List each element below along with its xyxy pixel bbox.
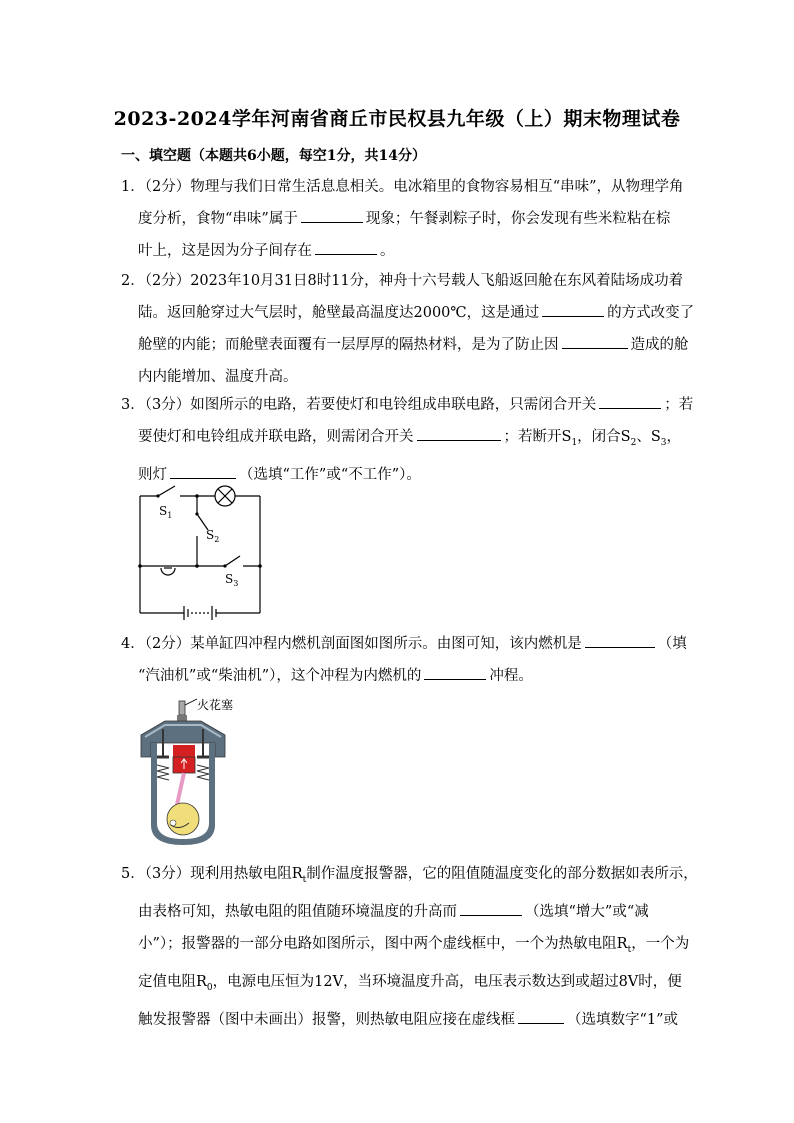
exam-title: 2023-2024学年河南省商丘市民权县九年级（上）期末物理试卷 — [113, 108, 681, 130]
q1-blank-1[interactable] — [301, 208, 363, 223]
q3-blank-2[interactable] — [417, 426, 501, 441]
q5-line-5: 触发报警器（图中未画出）报警，则热敏电阻应接在虚线框 （选填数字“1”或 — [121, 1004, 681, 1036]
question-3 — [121, 389, 694, 491]
q1-line-2: 度分析，食物“串味”属于 现象；午餐剥粽子时，你会发现有些米粒粘在棕 — [121, 203, 681, 235]
q3-blank-1[interactable] — [599, 394, 661, 409]
q4-blank-2[interactable] — [424, 665, 486, 680]
q3-line-3: 则灯 （选填“工作”或“不工作”）。 — [121, 459, 681, 491]
q2-blank-2[interactable] — [562, 334, 628, 349]
q3-line-1: 3．（3分）如图所示的电路，若要使灯和电铃组成串联电路，只需闭合开关 ；若 — [121, 389, 681, 421]
q2-line-3: 舱壁的内能；而舱壁表面覆有一层厚厚的隔热材料，是为了防止因 造成的舱 — [121, 329, 681, 361]
question-1 — [121, 171, 684, 267]
q2-line-1: 2．（2分）2023年10月31日8时11分，神舟十六号载人飞船返回舱在东风着陆场成功着 — [121, 273, 684, 289]
q5-line-2: 由表格可知，热敏电阻的阻值随环境温度的升高而 （选填“增大”或“减 — [121, 896, 681, 928]
q4-line-2: “汽油机”或“柴油机”），这个冲程为内燃机的 冲程。 — [121, 660, 681, 692]
q1-blank-2[interactable] — [315, 240, 377, 255]
q4-blank-1[interactable] — [585, 633, 655, 648]
switch-s1-label: $S_1$ — [159, 504, 173, 520]
q5-blank-2[interactable] — [518, 1009, 564, 1024]
question-5 — [121, 858, 698, 1036]
engine-diagram — [135, 695, 245, 850]
switch-s3-label: $S_3$ — [225, 572, 239, 588]
section-heading: 一、填空题（本题共6小题，每空1分，共14分） — [121, 148, 426, 164]
q2-line-2: 陆。返回舱穿过大气层时，舱壁最高温度达2000℃，这是通过 的方式改变了 — [121, 297, 681, 329]
question-2 — [121, 265, 695, 393]
q3-blank-3[interactable] — [170, 464, 236, 479]
circuit-diagram — [130, 478, 270, 623]
q5-line-3: 小”）；报警器的一部分电路如图所示，图中两个虚线框中，一个为热敏电阻$R_t$，一个为 — [138, 935, 690, 955]
q1-line-1: 1．（2分）物理与我们日常生活息息相关。电冰箱里的食物容易相互“串味”，从物理学角 — [121, 179, 684, 195]
switch-s2-label: $S_2$ — [206, 528, 220, 544]
q5-line-4: 定值电阻$R_0$，电源电压恒为12V，当环境温度升高，电压表示数达到或超过8V时，便 — [138, 973, 682, 993]
question-4 — [121, 628, 687, 692]
q5-blank-1[interactable] — [460, 901, 522, 916]
spark-plug-label: 火花塞 — [197, 698, 234, 712]
q2-blank-1[interactable] — [542, 302, 604, 317]
q3-line-2: 要使灯和电铃组成并联电路，则需闭合开关 ；若断开$S_1$，闭合$S_2$、$S_3$， — [121, 421, 681, 459]
q1-line-3: 叶上，这是因为分子间存在 。 — [121, 235, 681, 267]
q2-line-4: 内内能增加、温度升高。 — [138, 369, 298, 385]
q5-line-1: 5．（3分）现利用热敏电阻$R_t$制作温度报警器，它的阻值随温度变化的部分数据如表所示， — [121, 866, 698, 885]
q4-line-1: 4．（2分）某单缸四冲程内燃机剖面图如图所示。由图可知，该内燃机是 （填 — [121, 628, 681, 660]
